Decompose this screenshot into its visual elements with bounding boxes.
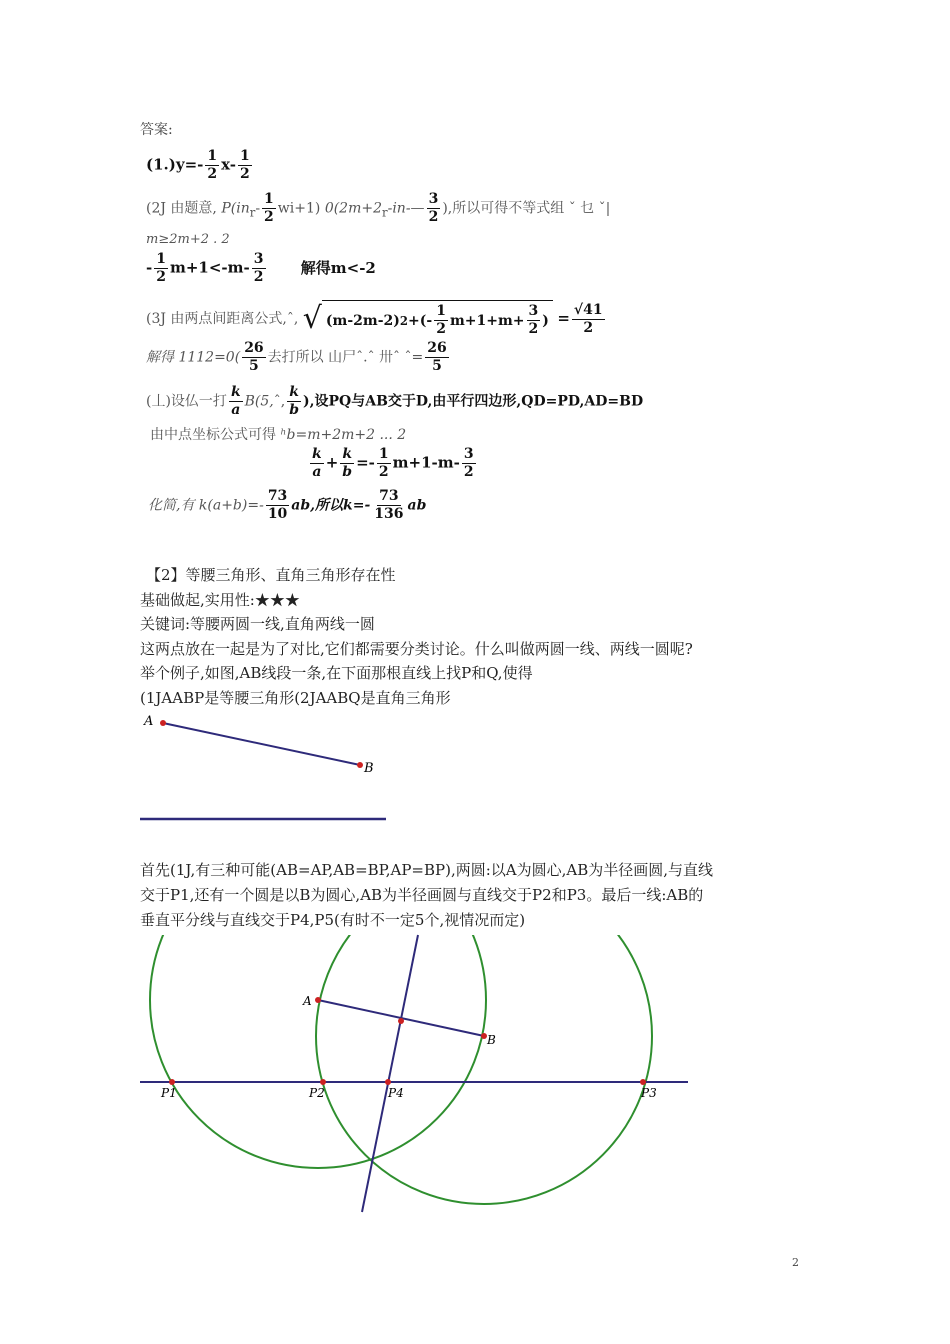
point-a — [315, 997, 321, 1003]
answer-part-2-line2: m≥2m+2 . 2 — [146, 232, 230, 247]
section-usefulness: 基础做起,实用性:★★★ — [140, 591, 300, 609]
section-tasks: (1JAABP是等腰三角形(2JAABQ是直角三角形 — [140, 689, 451, 707]
label-p3: P3 — [641, 1086, 657, 1100]
section-keywords: 关键词:等腰两圆一线,直角两线一圆 — [140, 615, 375, 633]
answer-part-4-line2: 由中点坐标公式可得 ʰb=m+2m+2 ... 2 — [150, 427, 407, 443]
answer-part-3-line1: (3J 由两点间距离公式,ˆ, √ (m-2m-2) 2 +(- $\frac{1}{2}$ m+1+m+ $\frac{3}{2}$ ) = $\frac{√41}{2}$ — [146, 301, 603, 337]
section-example: 举个例子,如图,AB线段一条,在下面那根直线上找P和Q,使得 — [140, 664, 533, 682]
para-line3: 垂直平分线与直线交于P4,P5(有时不一定5个,视情况而定) — [140, 911, 526, 929]
para-line1: 首先(1J,有三种可能(AB=AP,AB=BP,AP=BP),两圆:以A为圆心,AB为半径画圆,与直线 — [140, 861, 714, 879]
label-b: B — [364, 761, 374, 776]
answer-part-3-line2: 解得 1112=0( $\frac{26}{5}$ 去打所以 山尸ˆ.ˆ 卅ˆ ˆ= $\frac{26}{5}$ — [146, 340, 447, 374]
perpendicular-bisector — [362, 935, 418, 1212]
circle-centered-a — [150, 930, 486, 1168]
segment-ab — [163, 723, 360, 765]
point-midpoint — [398, 1018, 404, 1024]
para-line2: 交于P1,还有一个圆是以B为圆心,AB为半径画圆与直线交于P2和P3。最后一线:AB的 — [140, 886, 704, 904]
answer-label: 答案: — [140, 122, 173, 138]
point-p4 — [385, 1079, 391, 1085]
figure-construction — [0, 930, 950, 1220]
point-p3 — [640, 1079, 646, 1085]
point-p1 — [169, 1079, 175, 1085]
point-p2 — [320, 1079, 326, 1085]
label-b: B — [487, 1033, 496, 1047]
answer-part-4-line4: 化简,有 k(a+b)=- $\frac{73}{10}$ ab,所以k=- $\frac{73}{136}$ ab — [148, 488, 427, 522]
answer-part-4-line1: (丄)设仏一打 $\frac{k}{a}$ B(5,ˆ, $\frac{k}{b}$ ),设PQ与AB交于D,由平行四边形,QD=PD,AD=BD — [146, 384, 644, 418]
answer-part-2-line1: (2J 由题意, $P(in_r-$ $\frac{1}{2}$ wi+1) $0(2m+2_r-in-—$ $\frac{3}{2}$ ),所以可得不等式组 ˇ 乜 ˇ| — [146, 191, 611, 225]
page-number: 2 — [792, 1256, 799, 1269]
answer-part-2-line3: - $\frac{1}{2}$ m+1<-m- $\frac{3}{2}$ 解得m<-2 — [146, 251, 376, 285]
answer-part-4-line3: $\frac{k}{a}$ + $\frac{k}{b}$ =- $\frac{1}{2}$ m+1-m- $\frac{3}{2}$ — [312, 446, 474, 480]
answer-part-1: (1.)y=- $\frac{1}{2}$ x- $\frac{1}{2}$ — [146, 148, 250, 182]
figure-segment-ab — [138, 710, 398, 825]
section-heading: 【2】等腰三角形、直角三角形存在性 — [146, 566, 396, 584]
label-a: A — [303, 994, 312, 1008]
point-a — [160, 720, 166, 726]
point-b — [357, 762, 363, 768]
label-p1: P1 — [161, 1086, 177, 1100]
label-p4: P4 — [388, 1086, 404, 1100]
label-a: A — [144, 714, 154, 729]
section-intro: 这两点放在一起是为了对比,它们都需要分类讨论。什么叫做两圆一线、两线一圆呢? — [140, 640, 693, 658]
label-p2: P2 — [309, 1086, 325, 1100]
